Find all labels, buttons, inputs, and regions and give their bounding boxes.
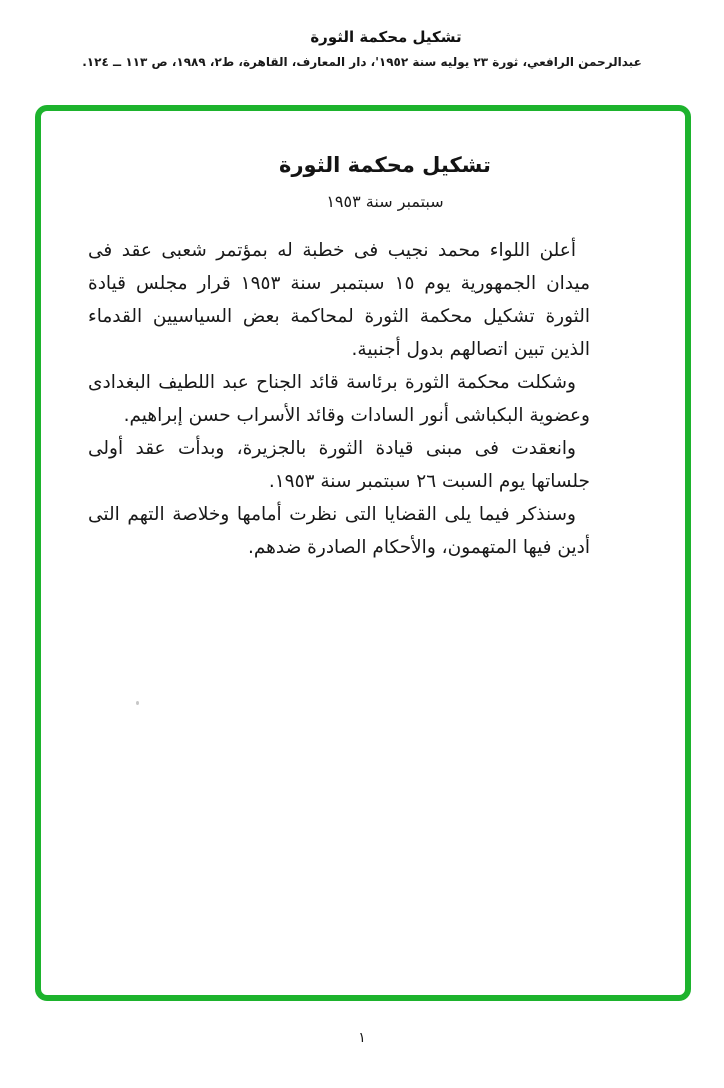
scan-artifact-dot (136, 701, 139, 705)
page-number: ١ (358, 1030, 366, 1046)
page-header-citation: عبدالرحمن الرافعي، ثورة ٢٣ يوليه سنة ١٩٥٢'، دار المعارف، القاهرة، ط٢، ١٩٨٩، ص ١١٣ ــ ١٢٤. (82, 55, 642, 69)
document-subtitle: سبتمبر سنة ١٩٥٣ (326, 192, 444, 211)
paragraph: وانعقدت فى مبنى قيادة الثورة بالجزيرة، وبدأت عقد أولى جلساتها يوم السبت ٢٦ سبتمبر سنة ١٩٥٣. (88, 438, 590, 492)
document-title: تشكيل محكمة الثورة (279, 153, 491, 177)
paragraph: وشكلت محكمة الثورة برئاسة قائد الجناح عبد اللطيف البغدادى وعضوية البكباشى أنور السادات وقائد الأسراب حسن إبراهيم. (88, 372, 590, 426)
document-body (88, 234, 590, 564)
page-header-title: تشكيل محكمة الثورة (310, 28, 462, 46)
paragraph: وسنذكر فيما يلى القضايا التى نظرت أمامها وخلاصة التهم التى أدين فيها المتهمون، والأحكام الصادرة ضدهم. (88, 504, 590, 558)
paragraph: أعلن اللواء محمد نجيب فى خطبة له بمؤتمر شعبى عقد فى ميدان الجمهورية يوم ١٥ سبتمبر سنة ١٩٥٣ قرار مجلس قيادة الثورة تشكيل محكمة الثورة لمحاكمة بعض السياسيين القدماء الذين تبين اتصالهم بدول أجنبية. (88, 240, 591, 360)
